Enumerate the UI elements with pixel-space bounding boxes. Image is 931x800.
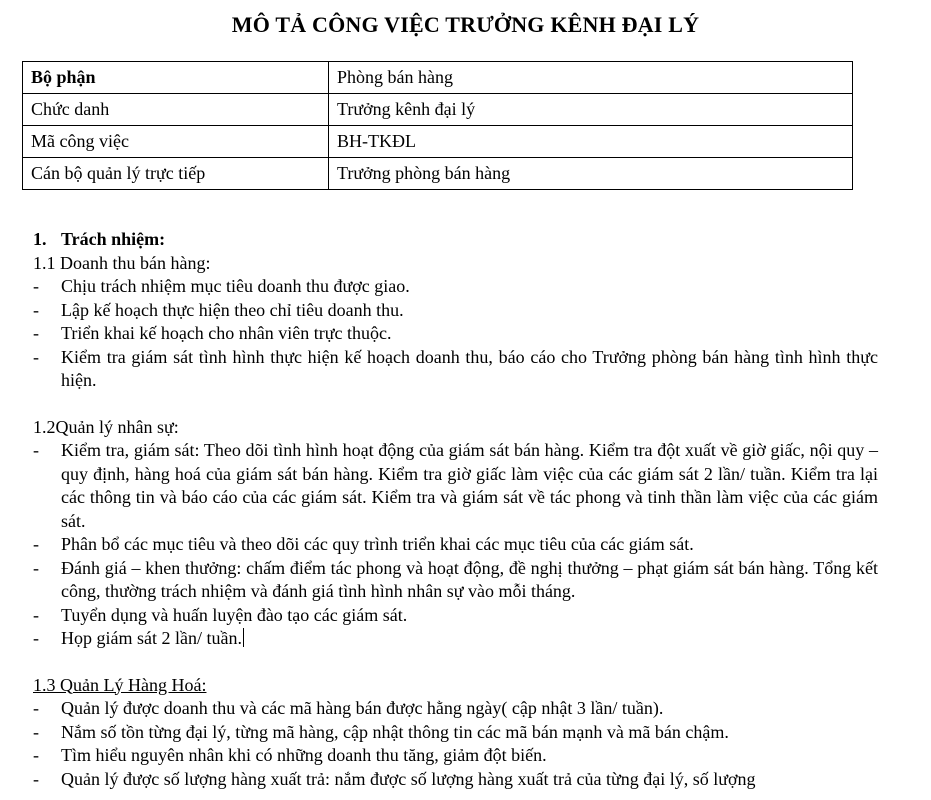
table-row — [23, 62, 853, 94]
bullet-list — [33, 275, 878, 393]
text-cursor — [243, 628, 244, 647]
table-label: Mã công việc — [23, 126, 329, 158]
table-row — [23, 94, 853, 126]
table-label: Bộ phận — [23, 62, 329, 94]
subsection-heading: 1.1 Doanh thu bán hàng: — [33, 252, 211, 273]
table-label: Cán bộ quản lý trực tiếp — [23, 158, 329, 190]
list-item: - Tuyển dụng và huấn luyện đào tạo các giám sát. — [33, 604, 878, 628]
bullet-list — [33, 697, 878, 791]
table-label: Chức danh — [23, 94, 329, 126]
list-item-text: Họp giám sát 2 lần/ tuần. — [61, 628, 242, 648]
page-title: MÔ TẢ CÔNG VIỆC TRƯỞNG KÊNH ĐẠI LÝ — [231, 12, 700, 37]
subsection-heading: 1.3 Quản Lý Hàng Hoá: — [33, 674, 207, 695]
list-item[interactable] — [33, 627, 878, 651]
list-item: - Triển khai kế hoạch cho nhân viên trực thuộc. — [33, 322, 878, 346]
list-item: - Phân bổ các mục tiêu và theo dõi các quy trình triển khai các mục tiêu của các giám sát. — [33, 533, 878, 557]
list-item: - Chịu trách nhiệm mục tiêu doanh thu được giao. — [33, 275, 878, 299]
document-body — [33, 228, 878, 791]
list-item: - Quản lý được doanh thu và các mã hàng bán được hằng ngày( cập nhật 3 lần/ tuần). — [33, 697, 878, 721]
table-row — [23, 158, 853, 190]
table-value: Trưởng kênh đại lý — [329, 94, 853, 126]
table-row — [23, 126, 853, 158]
bullet-list — [33, 439, 878, 651]
table-value: BH-TKĐL — [329, 126, 853, 158]
section-heading — [33, 228, 878, 252]
list-item: - Quản lý được số lượng hàng xuất trả: nắm được số lượng hàng xuất trả của từng đại lý, số lượng — [33, 768, 878, 792]
list-item: - Nắm số tồn từng đại lý, từng mã hàng, cập nhật thông tin các mã bán mạnh và mã bán chậm. — [33, 721, 878, 745]
section-title: Trách nhiệm: — [61, 229, 166, 249]
table-value: Trưởng phòng bán hàng — [329, 158, 853, 190]
list-item: - Kiểm tra, giám sát: Theo dõi tình hình hoạt động của giám sát bán hàng. Kiểm tra đột xuất về giờ giấc, nội quy – quy định, hàng hoá của giám sát bán hàng. Kiểm tra giờ giấc làm việc của các giám sát 2 lần/ tuần. Kiểm tra lại các thông tin và báo cáo của các giám sát. Kiểm tra và giám sát về tác phong và tinh thần làm việc của các giám sát. — [33, 439, 878, 533]
list-item: - Kiểm tra giám sát tình hình thực hiện kế hoạch doanh thu, báo cáo cho Trưởng phòng bán hàng tình hình thực hiện. — [33, 346, 878, 393]
list-item: - Tìm hiểu nguyên nhân khi có những doanh thu tăng, giảm đột biến. — [33, 744, 878, 768]
subsection-heading: 1.2Quản lý nhân sự: — [33, 416, 179, 437]
table-value: Phòng bán hàng — [329, 62, 853, 94]
list-item: - Lập kế hoạch thực hiện theo chỉ tiêu doanh thu. — [33, 299, 878, 323]
list-item: - Đánh giá – khen thưởng: chấm điểm tác phong và hoạt động, đề nghị thưởng – phạt giám sát bán hàng. Tổng kết công, thường trách nhiệm và đánh giá tình hình nhân sự vào mỗi tháng. — [33, 557, 878, 604]
job-info-table — [22, 61, 853, 190]
section-number: 1. — [33, 229, 47, 249]
